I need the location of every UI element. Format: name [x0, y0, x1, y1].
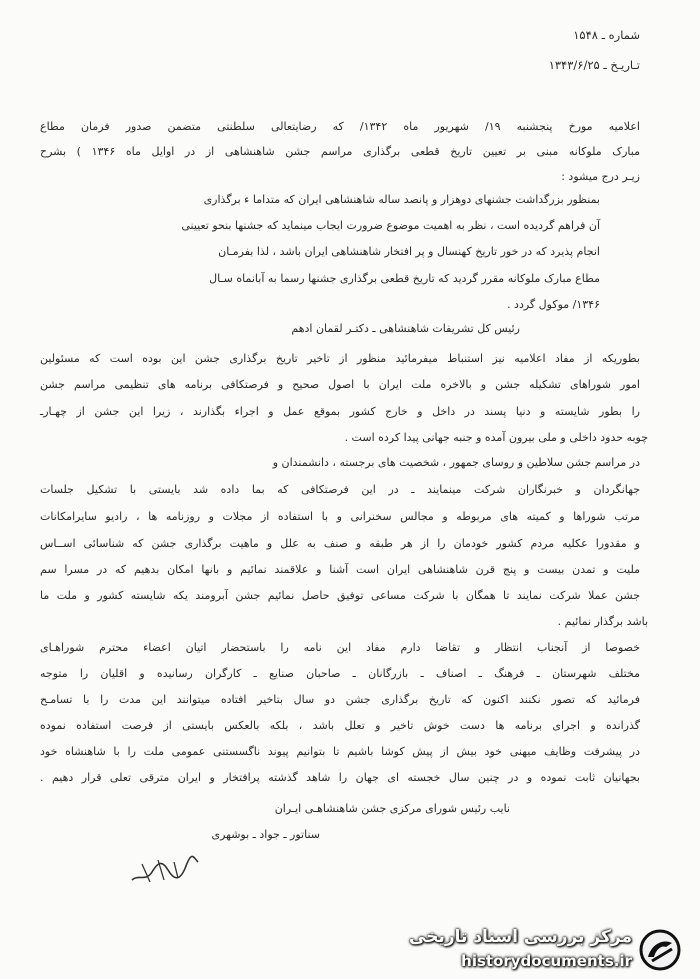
paragraph-line: گذرانده و اجرای برنامه ها دست خوش تاخیر و تعلل باشد ، بلکه بالعکس بایستی از فرصت استفاده نموده: [40, 719, 640, 732]
paragraph-line: مرتب شوراها و کمیته های مربوطه و مجالس سخنرانی و با استفاده از مجلات و روزنامه ها ، رادیو سایرامکانات: [40, 510, 640, 523]
paragraph-line: در مراسم جشن سلاطین و روسای جمهور ، شخصیت های برجسته ، دانشمندان و: [272, 456, 640, 469]
paragraph-line: خصوصا از آنجناب انتظار و تقاضا دارم مفاد این نامه را باستحضار اتیان اعضاء محترم شوراهـای: [40, 641, 640, 654]
closing-name: سناتور ـ جواد ـ بوشهری: [211, 828, 320, 841]
paragraph-line: باشد برگذار نمائیم .: [557, 615, 648, 628]
watermark-url: historydocuments.ir: [461, 952, 632, 970]
paragraph-line: چوبه حدود داخلی و ملی بیرون آمده و جنبه جهانی پیدا کرده است .: [344, 431, 648, 444]
paragraph-line: فرمائید که تصور نکنند اکنون که تاریخ برگذاری جشن دو سال بتاخیر افتاده میتوانند این مدت را با تسامـح: [40, 693, 640, 706]
paragraph-line: بجهانیان ثابت نموده و در چنین سال خجسته ای جهان را شاهد گذشته پرافتخار و ایران مترقی تعلی قرار دهیم .: [40, 771, 640, 784]
paragraph-line: و مقدورا عکلیه مردم کشور خودمان را از هر طبقه و صنف به علل و ماهیت برگذاری جشن که شناسائی اســاس: [40, 537, 640, 550]
paragraph-line: ملیت و تمدن بیست و پنج قرن شاهنشاهی ایران است آشنا و علاقمند نمائیم و بانها امکان بدهیم که در مسرا سم: [40, 563, 640, 576]
paragraph-line: بطوریکه از مفاد اعلامیه نیز استنباط میفرمائید منظور از تاخیر تاریخ برگذاری جشن این بوده است که مسئولین: [40, 352, 640, 365]
bullet-line: آن فراهم گردیده است ، نظر به اهمیت موضوع ضرورت ایجاب مینماید که جشنها بنحو تعیینی: [181, 219, 600, 232]
closing-title: نایب رئیس شورای مرکزی جشن شاهنشاهـی ایـران: [274, 802, 510, 815]
intro-line: اعلامیه مورخ پنجشنبه ۱۹/ شهریور ماه ۱۳۴۲/ که رضایتعالی سلطنتی متضمن صدور فرمان مطاع: [40, 120, 640, 133]
letter-date: تـاریـخ ـ ۱۳۴۳/۶/۲۵: [548, 58, 640, 72]
paragraph-line: را بطور شایسته و دنیا پسند در داخل و خارج کشور بموقع عمل و اجراء بگذارند ، زیرا این جشن از چهـارـ: [40, 405, 640, 418]
intro-line: زیـر درج میشود :: [561, 170, 640, 183]
paragraph-line: جهانگردان و خبرنگاران شرکت مینمایند ـ در این فرصتکافی که بما داده شد بایستی با تشکیل جلسات: [40, 483, 640, 496]
paragraph-line: در پیشرفت وظایف میهنی خود بیش از پیش کوشا باشیم تا بتوانیم پیوند ناگسستنی عمومی ملت را با شاهنشاه خود: [40, 745, 640, 758]
watermark-title: مرکز بررسی اسناد تاریخی: [409, 927, 632, 947]
archive-watermark: [410, 925, 688, 975]
bullet-line: ۱۳۴۶/ موکول گردد .: [507, 298, 600, 311]
bullet-line: انجام پذیرد که در خور تاریخ کهنسال و پر افتخار شاهنشاهی ایران باشد ، لذا بفرمـان: [218, 245, 600, 258]
bullet-line: بمنظور بزرگداشت جشنهای دوهزار و پانصد ساله شاهنشاهی ایران که متداما ء برگذاری: [203, 193, 600, 206]
signature: [128, 852, 200, 888]
signer-line: رئیس کل تشریفات شاهنشاهی ـ دکتـر لقمان ادهم: [291, 322, 520, 335]
letter-number: شماره ـ ۱۵۴۸: [573, 28, 640, 42]
paragraph-line: مختلف شهرستان ـ فرهنگ ـ اصناف ـ بازرگانان ـ صاحبان صنایع ـ کارگران رسانیده و اقلیان را متوجه: [40, 667, 640, 680]
archive-logo-icon: [638, 929, 682, 971]
paragraph-line: جشن عملا شرکت نمایند تا همگان با شرکت مساعی توفیق حاصل نمائیم جشن آبرومند یکه شایسته کشور و ملت ما: [40, 589, 640, 602]
paragraph-line: امور شوراهای تشکیله جشن و بالاخره ملت ایران با اصول صحیح و فرصتکافی برنامه های تنظیمی مراسم جشن: [40, 378, 640, 391]
intro-line: مبارک ملوکانه مبنی بر تعیین تاریخ قطعی برگذاری مراسم جشن شاهنشاهی از در اوایل ماه ۱۳۴۶ ) بشرح: [40, 145, 640, 158]
bullet-line: مطاع مبارک ملوکانه مقرر گردید که تاریخ قطعی برگذاری جشنها رسما به آبانماه سـال: [209, 272, 600, 285]
